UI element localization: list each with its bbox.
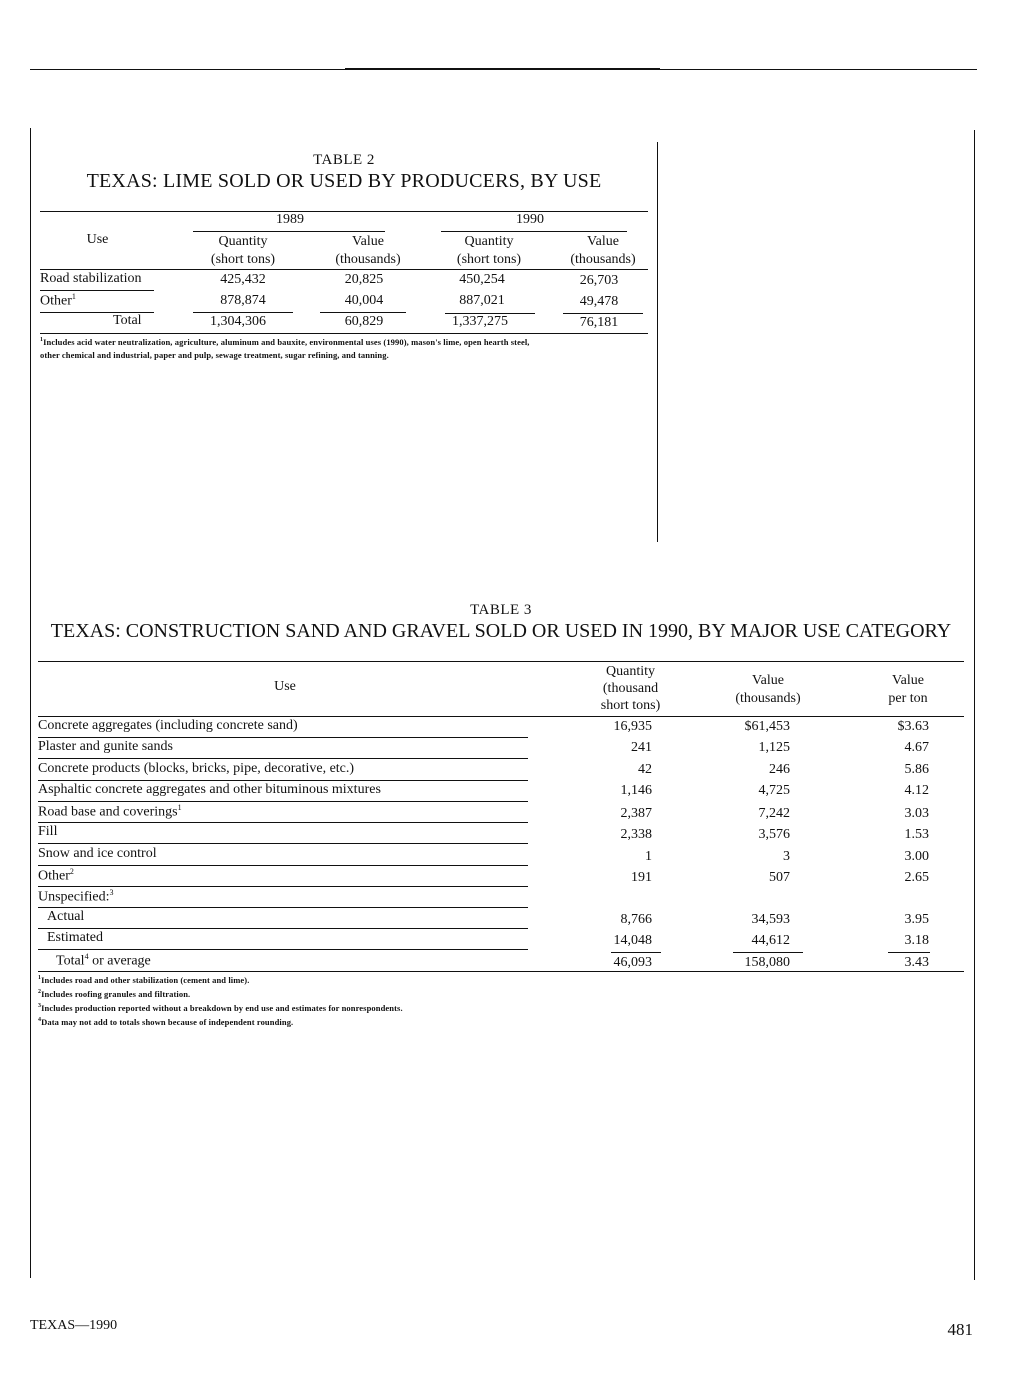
table3-row-use-text: Fill xyxy=(38,824,58,839)
table2-col-val-1990 xyxy=(553,233,653,269)
table2-cell: 1,337,275 xyxy=(452,314,508,329)
table3-row-use-text: Asphaltic concrete aggregates and other bituminous mixtures xyxy=(38,782,381,797)
table3-col-qty-line3: short tons) xyxy=(600,698,661,713)
footnote-ref: 3 xyxy=(109,888,114,897)
table2-cell: 450,254 xyxy=(459,272,505,287)
table2-title: TEXAS: LIME SOLD OR USED BY PRODUCERS, BY USE xyxy=(86,170,602,192)
table3-row-use-text: Snow and ice control xyxy=(38,846,157,861)
table3-row-use-text: Actual xyxy=(47,909,85,924)
table3-row-use-suffix: or average xyxy=(88,953,151,969)
table3-footnote-2 xyxy=(38,989,190,999)
table2-bottom-rule xyxy=(40,333,648,334)
table3-cell-val: 1,125 xyxy=(758,740,790,755)
table2-total-rule xyxy=(193,312,293,313)
table3-row-use xyxy=(38,718,298,734)
table2-header-bottom-rule xyxy=(40,269,648,270)
table3-row-use xyxy=(38,824,57,840)
table3-row-use xyxy=(38,846,157,862)
table3-cell-vpt: 3.00 xyxy=(904,849,929,864)
table2-col-val-1990-line2: (thousands) xyxy=(570,252,636,267)
table2-cell: 425,432 xyxy=(220,272,266,287)
table3-col-vpt xyxy=(858,672,958,708)
table2-row-underline xyxy=(40,290,154,291)
table3-cell-qty: 191 xyxy=(631,870,652,885)
table3-total-rule xyxy=(611,952,661,953)
footnote-ref: 4 xyxy=(84,952,89,961)
table3-cell-vpt: 5.86 xyxy=(904,762,929,777)
table3-col-qty-line1: Quantity xyxy=(606,664,655,679)
table3-cell-val: 158,080 xyxy=(744,955,790,970)
table3-footnote-3 xyxy=(38,1003,403,1013)
footer-left: TEXAS—1990 xyxy=(30,1318,118,1333)
table3-cell-val: 44,612 xyxy=(751,933,790,948)
table3-cell-val: 7,242 xyxy=(758,806,790,821)
table3-row-use xyxy=(38,782,381,798)
top-rule-thick xyxy=(345,68,660,70)
table3-cell-qty: 1 xyxy=(645,849,652,864)
table2-cell: 26,703 xyxy=(579,273,619,288)
table2-cell: 878,874 xyxy=(220,293,266,308)
table3-cell-qty: 2,338 xyxy=(620,827,652,842)
table2-row-use: Road stabilization xyxy=(40,271,142,286)
table3-cell-qty: 1,146 xyxy=(620,783,652,798)
table3-cell-vpt: 4.67 xyxy=(904,740,929,755)
table3-col-val-line1: Value xyxy=(752,673,784,688)
table3-cell-qty: 8,766 xyxy=(620,912,652,927)
table3-row-underline xyxy=(38,928,528,929)
table3-footnote-text: Includes production reported without a breakdown by end use and estimates for nonrespondents. xyxy=(41,1003,403,1013)
table3-cell-qty: 42 xyxy=(638,762,652,777)
footnote-ref: 2 xyxy=(69,867,74,876)
table3-row-underline xyxy=(38,907,528,908)
table3-total-rule xyxy=(733,952,803,953)
table3-row-use xyxy=(38,739,173,755)
table3-col-val-line2: (thousands) xyxy=(735,691,801,706)
table3-cell-val: 246 xyxy=(769,762,790,777)
table2-year-1989-rule xyxy=(193,231,385,232)
table3-row-use-text: Plaster and gunite sands xyxy=(38,739,173,754)
table3-row-underline xyxy=(38,949,528,950)
table3-header-bottom-rule xyxy=(38,716,964,717)
table3-row-underline xyxy=(38,822,528,823)
table2-cell: 76,181 xyxy=(579,315,619,330)
table3-row-use-text: Concrete products (blocks, bricks, pipe, decorative, etc.) xyxy=(38,761,355,776)
table3-label: TABLE 3 xyxy=(470,602,532,618)
table3-footnote-text: Data may not add to totals shown because of independent rounding. xyxy=(41,1017,294,1027)
table2-col-qty-1989 xyxy=(193,233,293,269)
table3-cell-val: 3,576 xyxy=(758,827,790,842)
table3-cell-val: 34,593 xyxy=(751,912,790,927)
table3-cell-qty: 14,048 xyxy=(613,933,652,948)
table3-row-use-text: Concrete aggregates (including concrete sand) xyxy=(38,718,298,733)
table2-cell: 1,304,306 xyxy=(210,314,266,329)
table3-footnote-text: Includes roofing granules and filtration. xyxy=(41,989,191,999)
page-number: 481 xyxy=(947,1320,973,1339)
table3-row-underline xyxy=(38,886,528,887)
table3-title: TEXAS: CONSTRUCTION SAND AND GRAVEL SOLD OR USED IN 1990, BY MAJOR USE CATEGORY xyxy=(50,620,952,642)
table3-cell-val: 507 xyxy=(769,870,790,885)
table2-col-val-1989-line1: Value xyxy=(352,234,384,249)
table2-year-1990: 1990 xyxy=(516,212,544,227)
table3-col-vpt-line1: Value xyxy=(892,673,924,688)
table2-cell: 40,004 xyxy=(344,293,384,308)
footnote-ref: 1 xyxy=(71,292,76,301)
table3-row-underline xyxy=(38,780,528,781)
table2-cell: 60,829 xyxy=(344,314,384,329)
table3-col-qty xyxy=(578,663,683,714)
footnote-ref: 1 xyxy=(177,803,182,812)
table2-cell: 20,825 xyxy=(344,272,384,287)
table2-col-use: Use xyxy=(86,232,109,247)
table3-cell-val: $61,453 xyxy=(744,719,790,734)
table2-col-qty-1989-line1: Quantity xyxy=(218,234,268,249)
table3-cell-vpt: 3.03 xyxy=(904,806,929,821)
table3-row-use-text: Total xyxy=(56,953,85,969)
table3-cell-vpt: 3.95 xyxy=(904,912,929,927)
right-margin-line xyxy=(974,130,975,1280)
table2-col-val-1989 xyxy=(318,233,418,269)
table3-row-use-text: Estimated xyxy=(47,930,103,945)
table2-col-val-1989-line2: (thousands) xyxy=(335,252,401,267)
table3-row-use-text: Unspecified: xyxy=(38,889,110,905)
table3-cell-vpt: 4.12 xyxy=(904,783,929,798)
table3-row-use-text: Road base and coverings xyxy=(38,804,178,820)
table3-footnote-4 xyxy=(38,1017,293,1027)
table2-year-1990-rule xyxy=(441,231,627,232)
table3-col-val xyxy=(713,672,823,708)
table3-cell-vpt: $3.63 xyxy=(897,719,929,734)
table3-row-use xyxy=(38,888,114,906)
table3-cell-qty: 241 xyxy=(631,740,652,755)
table3-row-use-text: Other xyxy=(38,868,70,884)
left-margin-line xyxy=(30,128,31,1278)
table3-row-underline xyxy=(38,865,528,866)
table3-col-qty-line2: (thousand xyxy=(602,681,659,696)
table3-row-use xyxy=(47,909,84,925)
table3-col-vpt-line2: per ton xyxy=(888,691,928,706)
table2-year-1989: 1989 xyxy=(276,212,304,227)
table3-row-underline xyxy=(38,737,528,738)
footnote-mark: 3 xyxy=(38,1003,42,1010)
table2-col-qty-1989-line2: (short tons) xyxy=(210,252,276,267)
table3-row-underline xyxy=(38,843,528,844)
table3-header-top-rule xyxy=(38,661,964,662)
table3-row-use xyxy=(38,761,354,777)
table3-row-use xyxy=(56,952,151,970)
table2-total-rule xyxy=(563,313,643,314)
table2-footnote-text: Includes acid water neutralization, agriculture, aluminum and bauxite, environmental uses (1990), mason's lime, open hearth steel, xyxy=(43,337,530,347)
footnote-mark: 1 xyxy=(40,337,44,344)
table3-cell-vpt: 1.53 xyxy=(904,827,929,842)
table3-cell-val: 3 xyxy=(783,849,790,864)
table3-footnote-1 xyxy=(38,975,249,985)
table2-row-use xyxy=(40,292,76,310)
table2-col-val-1990-line1: Value xyxy=(587,234,619,249)
table2-footnote-2: other chemical and industrial, paper and pulp, sewage treatment, sugar refining, and tanning. xyxy=(40,350,389,360)
table2-total-label: Total xyxy=(113,313,142,328)
footnote-mark: 2 xyxy=(38,989,42,996)
table3-cell-val: 4,725 xyxy=(758,783,790,798)
table3-cell-vpt: 3.18 xyxy=(904,933,929,948)
table3-cell-vpt: 2.65 xyxy=(904,870,929,885)
table2-footnote-1 xyxy=(40,337,530,347)
table3-cell-qty: 2,387 xyxy=(620,806,652,821)
table2-col-qty-1990-line2: (short tons) xyxy=(456,252,522,267)
table2-row-use-text: Other xyxy=(40,293,72,309)
table2-right-border xyxy=(657,142,658,542)
footnote-mark: 4 xyxy=(38,1017,42,1024)
table3-row-underline xyxy=(38,758,528,759)
table3-cell-vpt: 3.43 xyxy=(904,955,929,970)
table2-cell: 887,021 xyxy=(459,293,505,308)
table2-total-rule xyxy=(320,312,406,313)
table3-bottom-rule xyxy=(38,971,964,972)
table3-row-underline xyxy=(38,801,528,802)
table3-footnote-text: Includes road and other stabilization (cement and lime). xyxy=(41,975,250,985)
table3-col-use: Use xyxy=(274,679,296,694)
table3-row-use xyxy=(38,803,182,821)
table3-row-use xyxy=(38,867,74,885)
table3-row-use xyxy=(47,930,103,946)
table2-col-qty-1990-line1: Quantity xyxy=(464,234,514,249)
table3-total-rule xyxy=(888,952,930,953)
table2-label: TABLE 2 xyxy=(313,152,375,168)
table2-cell: 49,478 xyxy=(579,294,619,309)
table3-cell-qty: 16,935 xyxy=(613,719,652,734)
footnote-mark: 1 xyxy=(38,975,42,982)
table3-cell-qty: 46,093 xyxy=(613,955,652,970)
table2-col-qty-1990 xyxy=(439,233,539,269)
